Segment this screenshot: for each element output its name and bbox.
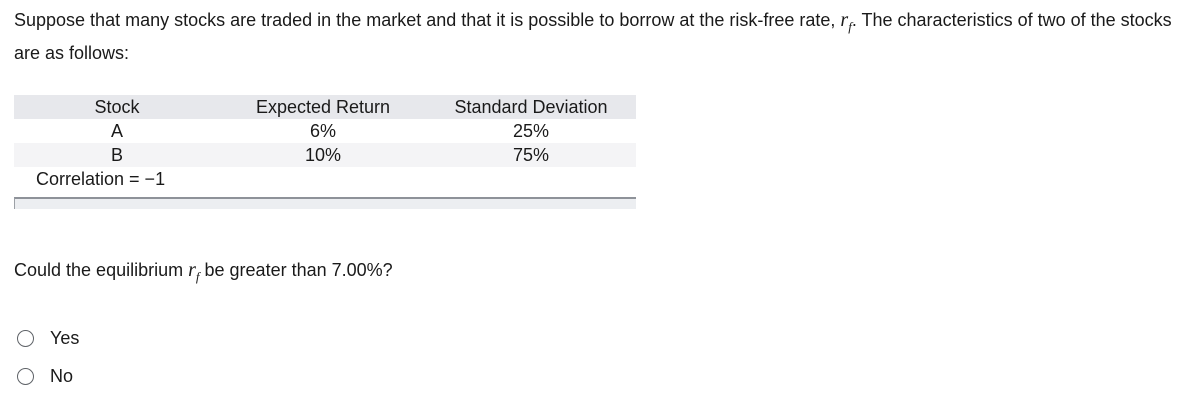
header-stock: Stock: [14, 95, 220, 119]
risk-free-rate-var: r: [840, 9, 849, 31]
question-risk-free-rate-var: r: [188, 259, 196, 281]
cell-stock: B: [14, 143, 220, 167]
question-text-before: Could the equilibrium: [14, 260, 189, 280]
cell-stock: A: [14, 119, 220, 143]
table-bottom-rule: [14, 197, 636, 209]
header-standard-deviation: Standard Deviation: [426, 95, 636, 119]
correlation-row: [14, 167, 636, 191]
table-header-row: [14, 95, 636, 119]
intro-text-before: Suppose that many stocks are traded in the market and that it is possible to borrow at the risk-free rate,: [14, 10, 841, 30]
option-no-label[interactable]: No: [50, 366, 74, 386]
intro-text-after: . The characteristics of two of the stocks are as follows:: [14, 10, 1172, 63]
problem-statement: [14, 4, 1194, 70]
cell-std-dev: 25%: [426, 119, 636, 143]
risk-free-rate-subscript: f: [848, 19, 852, 34]
stock-characteristics-table-wrapper: [14, 95, 636, 191]
question-text-after: be greater than 7.00%?: [199, 260, 393, 280]
option-no[interactable]: [17, 366, 73, 387]
option-yes-label[interactable]: Yes: [50, 328, 80, 348]
table-row: [14, 143, 636, 167]
cell-expected-return: 10%: [220, 143, 426, 167]
correlation-empty-cell: [426, 167, 636, 191]
question-risk-free-rate-symbol: [188, 259, 200, 284]
stock-characteristics-table: [14, 95, 636, 191]
risk-free-rate-symbol: [840, 9, 852, 34]
radio-yes[interactable]: [17, 330, 34, 347]
radio-no[interactable]: [17, 368, 34, 385]
cell-expected-return: 6%: [220, 119, 426, 143]
question-risk-free-rate-subscript: f: [195, 269, 200, 284]
option-yes[interactable]: [17, 328, 79, 349]
header-expected-return: Expected Return: [220, 95, 426, 119]
correlation-text: Correlation = −1: [14, 167, 426, 191]
question-text: [14, 256, 393, 284]
cell-std-dev: 75%: [426, 143, 636, 167]
table-row: [14, 119, 636, 143]
